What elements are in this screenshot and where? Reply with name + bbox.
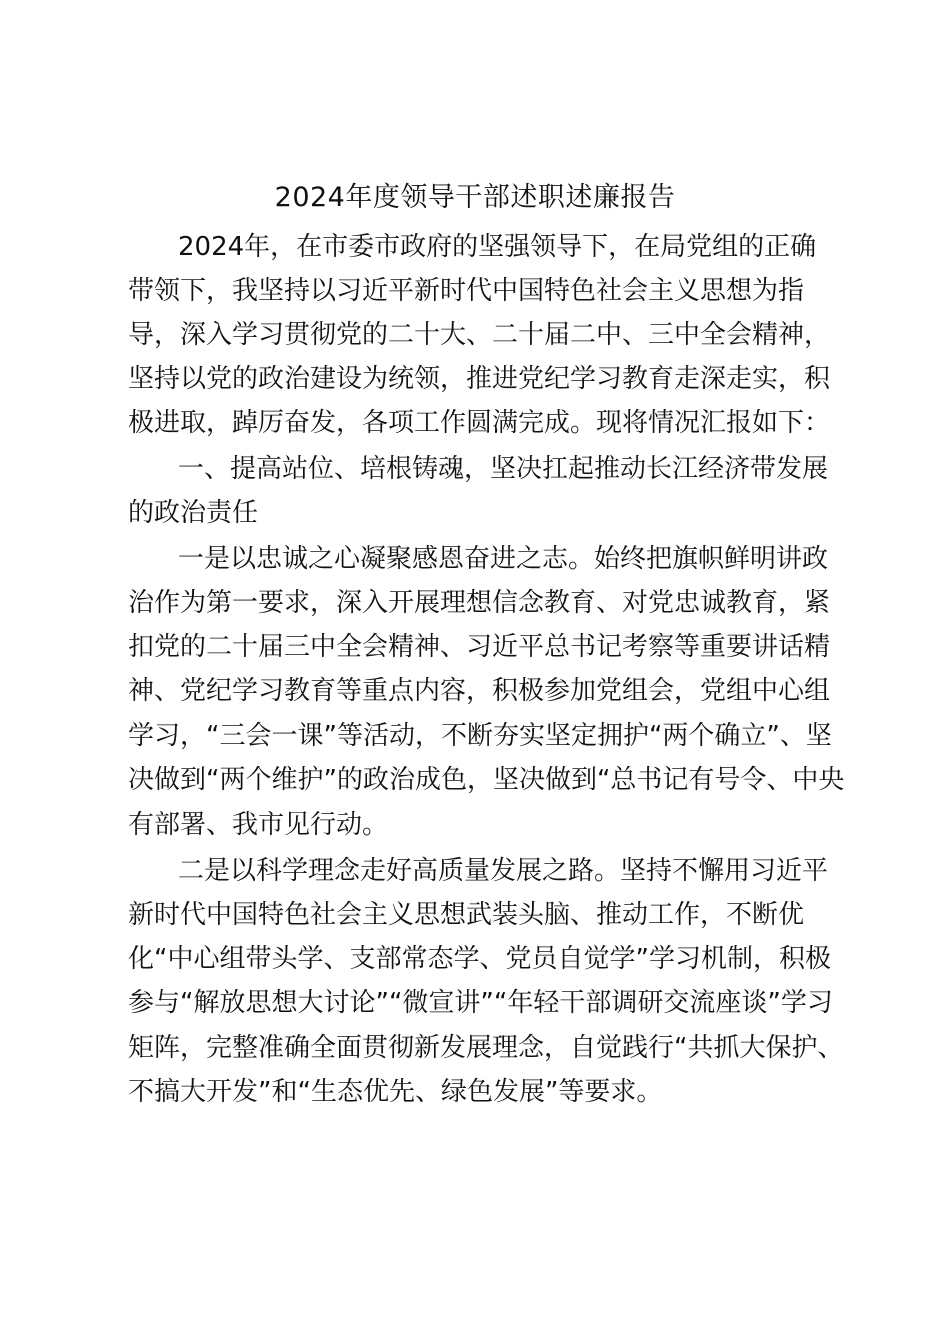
- section-heading-line: 一、提高站位、培根铸魂，坚决扛起推动长江经济带发展: [178, 454, 829, 484]
- paragraph-line: 化“中心组带头学、支部常态学、党员自觉学”学习机制，积极: [128, 944, 831, 974]
- paragraph-line: 矩阵，完整准确全面贯彻新发展理念，自觉践行“共抓大保护、: [128, 1033, 844, 1063]
- paragraph-line: 治作为第一要求，深入开展理想信念教育、对党忠诚教育，紧: [128, 588, 831, 618]
- paragraph-line: 不搞大开发”和“生态优先、绿色发展”等要求。: [128, 1077, 663, 1107]
- paragraph-line: 学习，“三会一课”等活动，不断夯实坚定拥护“两个确立”、坚: [128, 721, 832, 751]
- intro-line: 导，深入学习贯彻党的二十大、二十届二中、三中全会精神，: [128, 320, 831, 350]
- section-heading-line: 的政治责任: [128, 498, 259, 528]
- paragraph-line: 二是以科学理念走好高质量发展之路。坚持不懈用习近平: [178, 856, 829, 886]
- paragraph-line: 神、党纪学习教育等重点内容，积极参加党组会，党组中心组: [128, 676, 831, 706]
- intro-line: 坚持以党的政治建设为统领，推进党纪学习教育走深走实，积: [128, 364, 831, 394]
- paragraph-line: 决做到“两个维护”的政治成色，坚决做到“总书记有号令、中央: [128, 765, 845, 795]
- paragraph-line: 一是以忠诚之心凝聚感恩奋进之志。始终把旗帜鲜明讲政: [178, 544, 829, 574]
- paragraph-line: 扣党的二十届三中全会精神、习近平总书记考察等重要讲话精: [128, 632, 831, 662]
- intro-line: 极进取，踔厉奋发，各项工作圆满完成。现将情况汇报如下：: [128, 408, 831, 438]
- paragraph-line: 新时代中国特色社会主义思想武装头脑、推动工作，不断优: [128, 900, 805, 930]
- intro-line: 带领下，我坚持以习近平新时代中国特色社会主义思想为指: [128, 276, 805, 306]
- paragraph-line: 参与“解放思想大讨论”“微宣讲”“年轻干部调研交流座谈”学习: [128, 988, 833, 1018]
- document-title: 2024年度领导干部述职述廉报告: [274, 182, 676, 213]
- paragraph-line: 有部署、我市见行动。: [128, 810, 389, 840]
- intro-line: 2024年，在市委市政府的坚强领导下，在局党组的正确: [178, 232, 817, 262]
